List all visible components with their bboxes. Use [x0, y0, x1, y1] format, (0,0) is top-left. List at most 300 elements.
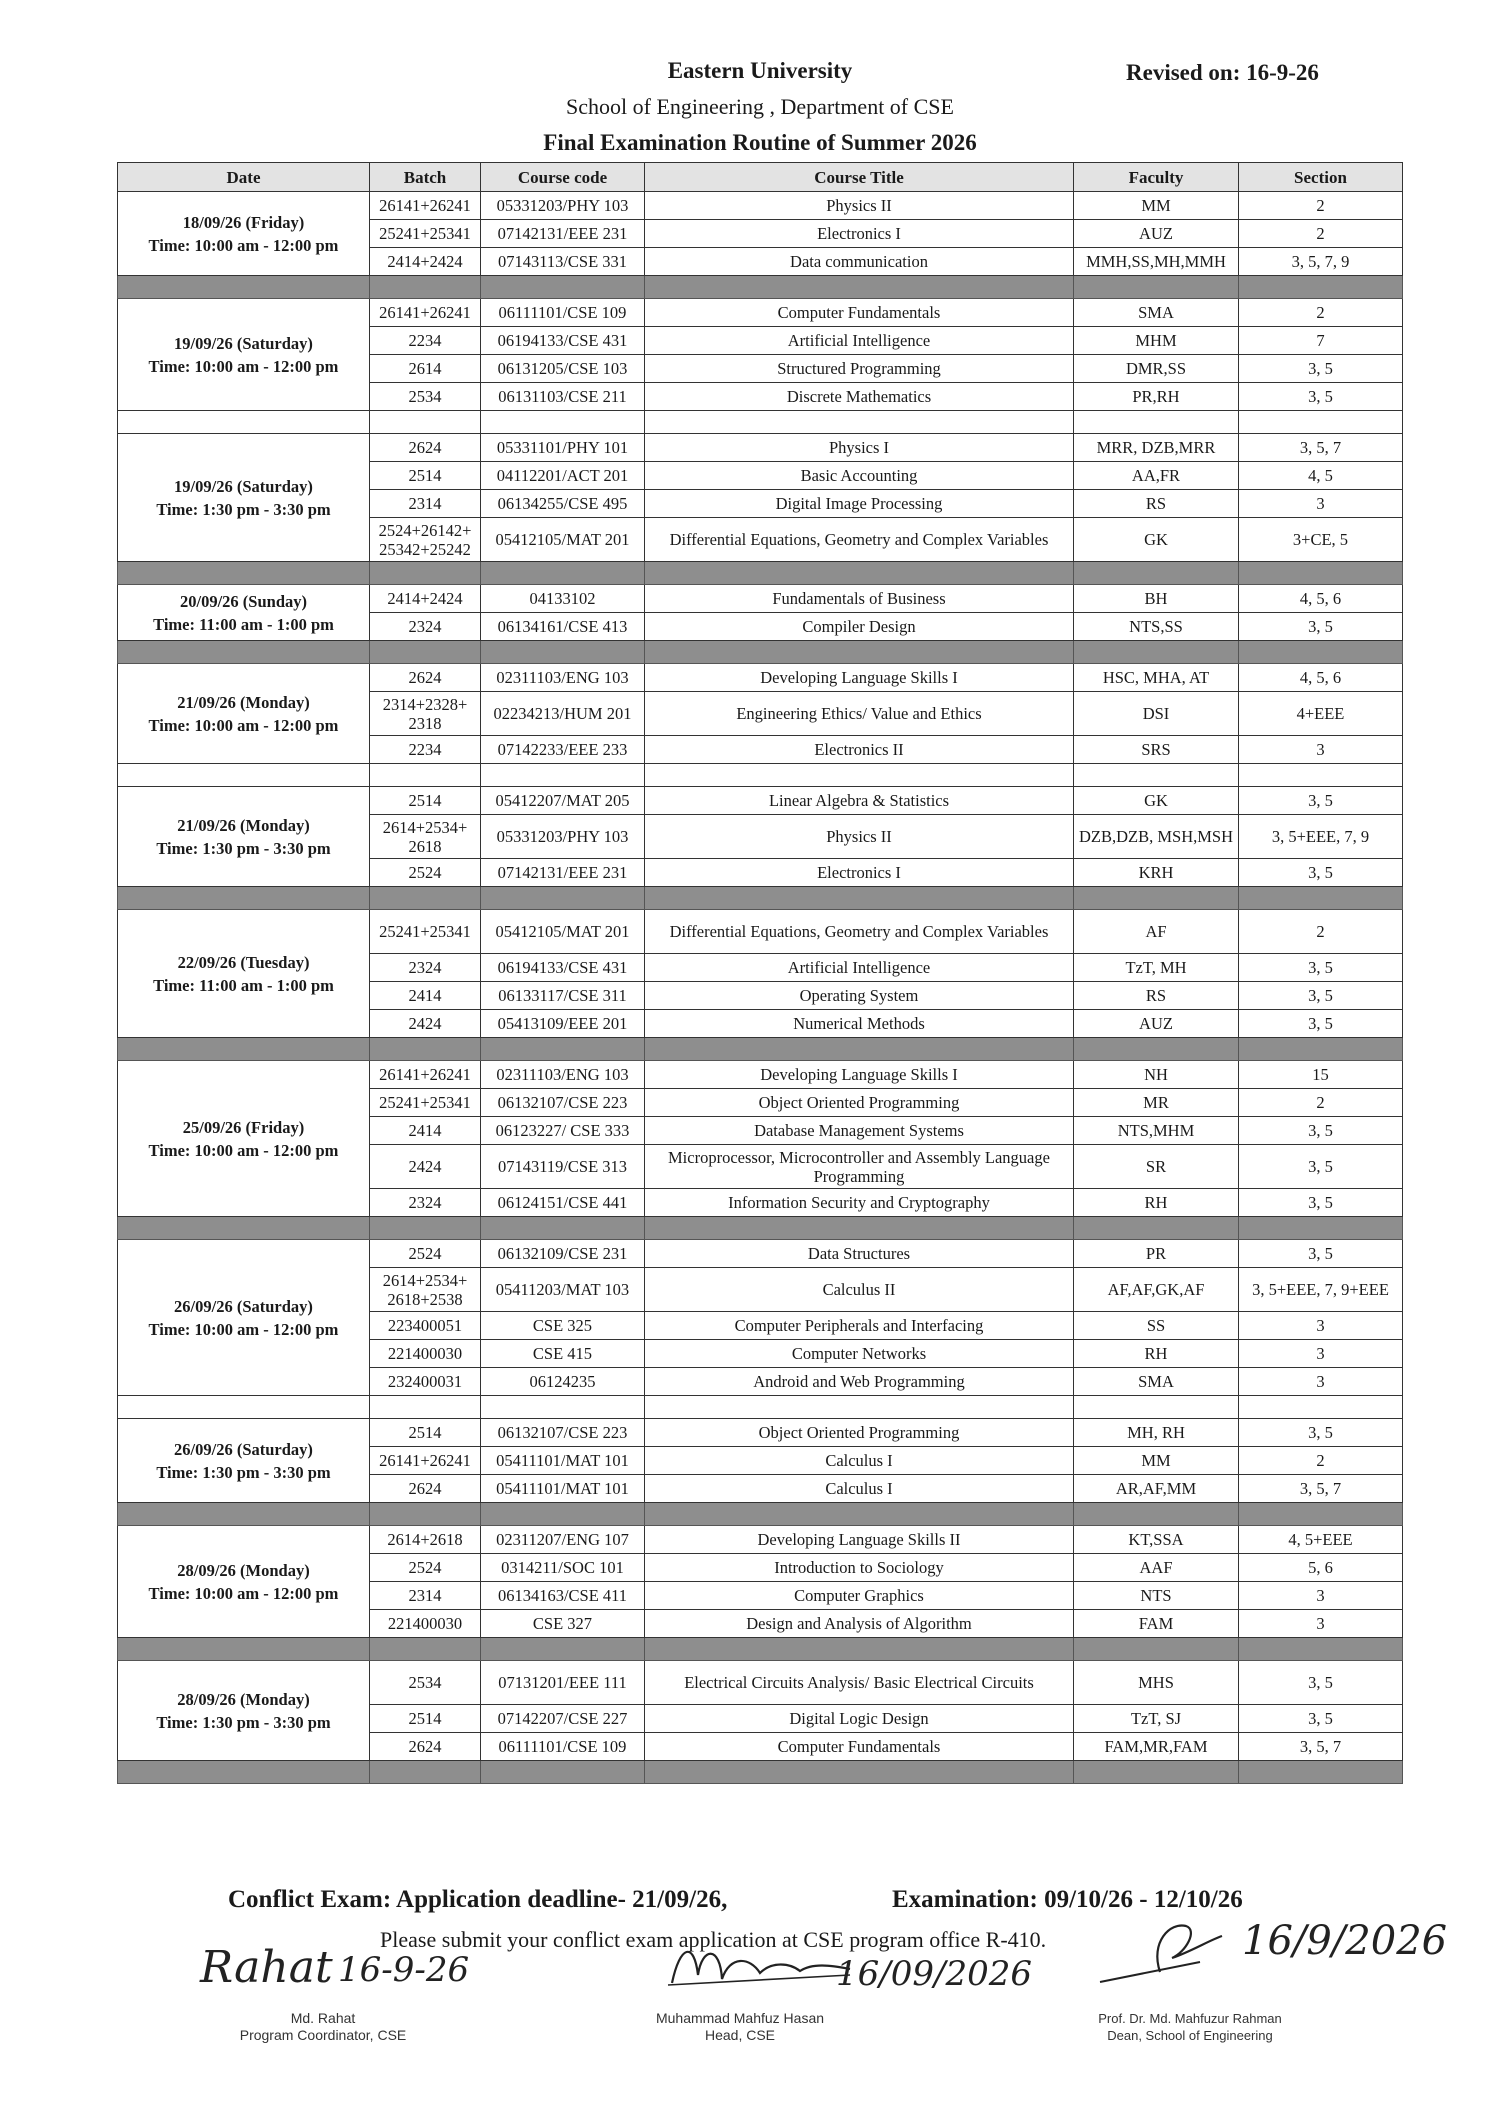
course-code-cell: 06123227/ CSE 333 [481, 1117, 645, 1145]
batch-cell: 2514 [370, 462, 481, 490]
table-row [118, 434, 1403, 462]
course-title-cell: Object Oriented Programming [645, 1419, 1074, 1447]
faculty-cell: KRH [1074, 859, 1239, 887]
group-separator [118, 641, 1403, 664]
course-title-cell: Engineering Ethics/ Value and Ethics [645, 692, 1074, 736]
date-time-cell [118, 299, 370, 411]
faculty-cell: AUZ [1074, 220, 1239, 248]
submission-note: Please submit your conflict exam application at CSE program office R-410. [380, 1927, 1047, 1952]
faculty-cell: MM [1074, 192, 1239, 220]
signature-date-dean: 16/9/2026 [1242, 1918, 1448, 1964]
batch-cell: 2614+2534+ 2618+2538 [370, 1268, 481, 1312]
section-cell: 4, 5+EEE [1239, 1526, 1403, 1554]
signatory-role: Head, CSE [704, 2027, 776, 2043]
column-header-date: Date [118, 163, 370, 192]
faculty-cell: RH [1074, 1189, 1239, 1217]
faculty-cell: NH [1074, 1061, 1239, 1089]
table-header-row [118, 163, 1403, 192]
faculty-cell: PR [1074, 1240, 1239, 1268]
batch-cell: 2324 [370, 1189, 481, 1217]
exam-routine-table [117, 162, 1403, 1784]
course-title-cell: Information Security and Cryptography [645, 1189, 1074, 1217]
course-title-cell: Electrical Circuits Analysis/ Basic Electrical Circuits [645, 1661, 1074, 1705]
batch-cell: 2424 [370, 1145, 481, 1189]
exam-time: Time: 10:00 am - 12:00 pm [148, 1583, 339, 1603]
table-row [118, 1061, 1403, 1089]
course-title-cell: Structured Programming [645, 355, 1074, 383]
course-title-cell: Developing Language Skills I [645, 664, 1074, 692]
section-cell: 3, 5, 7 [1239, 1733, 1403, 1761]
course-code-cell: 06131103/CSE 211 [481, 383, 645, 411]
batch-cell: 2514 [370, 1419, 481, 1447]
section-cell: 4, 5 [1239, 462, 1403, 490]
course-code-cell: 05412105/MAT 201 [481, 518, 645, 562]
table-row [118, 787, 1403, 815]
batch-cell: 2524 [370, 1240, 481, 1268]
date-time-cell [118, 787, 370, 887]
batch-cell: 2534 [370, 383, 481, 411]
section-cell: 3 [1239, 490, 1403, 518]
course-code-cell: 05411101/MAT 101 [481, 1475, 645, 1503]
faculty-cell: GK [1074, 518, 1239, 562]
batch-cell: 2524 [370, 1554, 481, 1582]
signatory-role: Program Coordinator, CSE [239, 2027, 407, 2043]
batch-cell: 2414+2424 [370, 248, 481, 276]
signature-scribble-head [660, 1935, 860, 2005]
batch-cell: 25241+25341 [370, 1089, 481, 1117]
exam-time: Time: 11:00 am - 1:00 pm [153, 614, 334, 634]
section-cell: 3, 5 [1239, 1240, 1403, 1268]
routine-body [118, 192, 1403, 1784]
section-cell: 3 [1239, 1610, 1403, 1638]
section-cell: 3, 5 [1239, 1010, 1403, 1038]
group-separator [118, 764, 1403, 787]
course-title-cell: Data communication [645, 248, 1074, 276]
course-code-cell: 06111101/CSE 109 [481, 1733, 645, 1761]
course-title-cell: Microprocessor, Microcontroller and Assembly Language Programming [645, 1145, 1074, 1189]
faculty-cell: RH [1074, 1340, 1239, 1368]
course-title-cell: Fundamentals of Business [645, 585, 1074, 613]
section-cell: 3, 5 [1239, 954, 1403, 982]
routine-title: Final Examination Routine of Summer 2026 [543, 130, 977, 155]
faculty-cell: MMH,SS,MH,MMH [1074, 248, 1239, 276]
batch-cell: 2514 [370, 787, 481, 815]
batch-cell: 26141+26241 [370, 192, 481, 220]
faculty-cell: MRR, DZB,MRR [1074, 434, 1239, 462]
section-cell: 4, 5, 6 [1239, 664, 1403, 692]
faculty-cell: MHS [1074, 1661, 1239, 1705]
section-cell: 2 [1239, 299, 1403, 327]
date-time-cell [118, 1526, 370, 1638]
course-code-cell: 02234213/HUM 201 [481, 692, 645, 736]
course-title-cell: Electronics I [645, 220, 1074, 248]
batch-cell: 2614+2534+ 2618 [370, 815, 481, 859]
exam-date: 28/09/26 (Monday) [177, 1560, 310, 1580]
course-code-cell: 06124151/CSE 441 [481, 1189, 645, 1217]
section-cell: 3+CE, 5 [1239, 518, 1403, 562]
exam-date: 19/09/26 (Saturday) [174, 476, 313, 496]
table-row [118, 192, 1403, 220]
course-code-cell: 07142207/CSE 227 [481, 1705, 645, 1733]
course-title-cell: Object Oriented Programming [645, 1089, 1074, 1117]
course-title-cell: Discrete Mathematics [645, 383, 1074, 411]
exam-date: 28/09/26 (Monday) [177, 1689, 310, 1709]
column-header-course-code: Course code [481, 163, 645, 192]
table-row [118, 1419, 1403, 1447]
signature-date-head: 16/09/2026 [836, 1954, 1032, 1994]
faculty-cell: DSI [1074, 692, 1239, 736]
exam-time: Time: 10:00 am - 12:00 pm [148, 1140, 339, 1160]
faculty-cell: NTS,MHM [1074, 1117, 1239, 1145]
table-row [118, 664, 1403, 692]
column-header-course-title: Course Title [645, 163, 1074, 192]
course-title-cell: Numerical Methods [645, 1010, 1074, 1038]
batch-cell: 2514 [370, 1705, 481, 1733]
exam-time: Time: 1:30 pm - 3:30 pm [156, 838, 331, 858]
exam-time: Time: 1:30 pm - 3:30 pm [156, 1712, 331, 1732]
course-title-cell: Differential Equations, Geometry and Complex Variables [645, 910, 1074, 954]
batch-cell: 2614+2618 [370, 1526, 481, 1554]
faculty-cell: PR,RH [1074, 383, 1239, 411]
faculty-cell: FAM,MR,FAM [1074, 1733, 1239, 1761]
group-separator [118, 1761, 1403, 1784]
section-cell: 2 [1239, 220, 1403, 248]
course-title-cell: Differential Equations, Geometry and Complex Variables [645, 518, 1074, 562]
group-separator [118, 1503, 1403, 1526]
batch-cell: 2234 [370, 736, 481, 764]
signatory-name: Muhammad Mahfuz Hasan [655, 2010, 825, 2026]
column-header-section: Section [1239, 163, 1403, 192]
date-time-cell [118, 585, 370, 641]
course-code-cell: 07142233/EEE 233 [481, 736, 645, 764]
section-cell: 3 [1239, 1582, 1403, 1610]
course-title-cell: Physics II [645, 815, 1074, 859]
school-department: School of Engineering , Department of CSE [566, 94, 954, 119]
batch-cell: 2324 [370, 954, 481, 982]
signatory-head [610, 2010, 870, 2044]
course-title-cell: Developing Language Skills II [645, 1526, 1074, 1554]
exam-date: 25/09/26 (Friday) [182, 1117, 305, 1137]
course-code-cell: 06132107/CSE 223 [481, 1089, 645, 1117]
course-code-cell: 05331203/PHY 103 [481, 815, 645, 859]
signatory-role: Dean, School of Engineering [1107, 2028, 1273, 2043]
course-code-cell: 07142131/EEE 231 [481, 859, 645, 887]
group-separator [118, 887, 1403, 910]
section-cell: 3 [1239, 1368, 1403, 1396]
group-separator [118, 562, 1403, 585]
course-code-cell: 06124235 [481, 1368, 645, 1396]
exam-time: Time: 11:00 am - 1:00 pm [153, 975, 334, 995]
section-cell: 3, 5 [1239, 1661, 1403, 1705]
signature-date-rahat: 16-9-26 [338, 1950, 470, 1990]
course-title-cell: Computer Fundamentals [645, 299, 1074, 327]
course-title-cell: Computer Fundamentals [645, 1733, 1074, 1761]
batch-cell: 2414 [370, 1117, 481, 1145]
course-code-cell: 05411203/MAT 103 [481, 1268, 645, 1312]
exam-date: 22/09/26 (Tuesday) [177, 952, 310, 972]
faculty-cell: GK [1074, 787, 1239, 815]
batch-cell: 2624 [370, 1475, 481, 1503]
section-cell: 3, 5 [1239, 1145, 1403, 1189]
batch-cell: 2414+2424 [370, 585, 481, 613]
section-cell: 3, 5+EEE, 7, 9 [1239, 815, 1403, 859]
batch-cell: 25241+25341 [370, 910, 481, 954]
section-cell: 2 [1239, 1447, 1403, 1475]
course-title-cell: Developing Language Skills I [645, 1061, 1074, 1089]
batch-cell: 2624 [370, 434, 481, 462]
faculty-cell: SMA [1074, 1368, 1239, 1396]
faculty-cell: FAM [1074, 1610, 1239, 1638]
revised-date: Revised on: 16-9-26 [1126, 60, 1319, 85]
course-title-cell: Introduction to Sociology [645, 1554, 1074, 1582]
course-code-cell: 04133102 [481, 585, 645, 613]
course-code-cell: CSE 327 [481, 1610, 645, 1638]
exam-date: 26/09/26 (Saturday) [174, 1296, 313, 1316]
course-title-cell: Design and Analysis of Algorithm [645, 1610, 1074, 1638]
course-title-cell: Electronics II [645, 736, 1074, 764]
group-separator [118, 276, 1403, 299]
course-code-cell: 06132109/CSE 231 [481, 1240, 645, 1268]
batch-cell: 2234 [370, 327, 481, 355]
course-title-cell: Artificial Intelligence [645, 954, 1074, 982]
faculty-cell: MM [1074, 1447, 1239, 1475]
batch-cell: 2624 [370, 1733, 481, 1761]
exam-time: Time: 1:30 pm - 3:30 pm [156, 1462, 331, 1482]
course-code-cell: CSE 415 [481, 1340, 645, 1368]
section-cell: 15 [1239, 1061, 1403, 1089]
faculty-cell: MH, RH [1074, 1419, 1239, 1447]
section-cell: 3, 5 [1239, 982, 1403, 1010]
section-cell: 3 [1239, 736, 1403, 764]
course-code-cell: 02311103/ENG 103 [481, 1061, 645, 1089]
university-name: Eastern University [667, 58, 853, 83]
course-code-cell: 06111101/CSE 109 [481, 299, 645, 327]
course-title-cell: Computer Peripherals and Interfacing [645, 1312, 1074, 1340]
course-title-cell: Compiler Design [645, 613, 1074, 641]
faculty-cell: DMR,SS [1074, 355, 1239, 383]
section-cell: 3, 5 [1239, 1705, 1403, 1733]
section-cell: 3, 5 [1239, 613, 1403, 641]
course-code-cell: 07143113/CSE 331 [481, 248, 645, 276]
course-title-cell: Operating System [645, 982, 1074, 1010]
batch-cell: 2524 [370, 859, 481, 887]
batch-cell: 26141+26241 [370, 1061, 481, 1089]
section-cell: 4, 5, 6 [1239, 585, 1403, 613]
section-cell: 3, 5 [1239, 859, 1403, 887]
course-title-cell: Computer Graphics [645, 1582, 1074, 1610]
date-time-cell [118, 1061, 370, 1217]
batch-cell: 2414 [370, 982, 481, 1010]
course-code-cell: 06131205/CSE 103 [481, 355, 645, 383]
section-cell: 3, 5 [1239, 355, 1403, 383]
course-code-cell: 06133117/CSE 311 [481, 982, 645, 1010]
course-title-cell: Calculus I [645, 1447, 1074, 1475]
section-cell: 3, 5 [1239, 1189, 1403, 1217]
faculty-cell: SMA [1074, 299, 1239, 327]
faculty-cell: HSC, MHA, AT [1074, 664, 1239, 692]
table-row [118, 1661, 1403, 1705]
batch-cell: 2624 [370, 664, 481, 692]
table-row [118, 910, 1403, 954]
signature-rahat: Rahat [200, 1942, 333, 1993]
course-title-cell: Digital Logic Design [645, 1705, 1074, 1733]
section-cell: 5, 6 [1239, 1554, 1403, 1582]
section-cell: 3, 5, 7 [1239, 434, 1403, 462]
section-cell: 3, 5+EEE, 7, 9+EEE [1239, 1268, 1403, 1312]
exam-time: Time: 10:00 am - 12:00 pm [148, 356, 339, 376]
faculty-cell: DZB,DZB, MSH,MSH [1074, 815, 1239, 859]
batch-cell: 2314+2328+ 2318 [370, 692, 481, 736]
column-header-batch: Batch [370, 163, 481, 192]
faculty-cell: SR [1074, 1145, 1239, 1189]
batch-cell: 25241+25341 [370, 220, 481, 248]
exam-date: 18/09/26 (Friday) [182, 212, 305, 232]
batch-cell: 221400030 [370, 1340, 481, 1368]
section-cell: 7 [1239, 327, 1403, 355]
course-code-cell: 05412207/MAT 205 [481, 787, 645, 815]
section-cell: 2 [1239, 1089, 1403, 1117]
course-code-cell: 0314211/SOC 101 [481, 1554, 645, 1582]
section-cell: 3, 5 [1239, 1117, 1403, 1145]
group-separator [118, 1217, 1403, 1240]
date-time-cell [118, 434, 370, 562]
exam-time: Time: 10:00 am - 12:00 pm [148, 715, 339, 735]
signatory-coordinator [198, 2010, 448, 2044]
signatory-name: Md. Rahat [290, 2010, 356, 2026]
section-cell: 4+EEE [1239, 692, 1403, 736]
faculty-cell: TzT, SJ [1074, 1705, 1239, 1733]
course-title-cell: Digital Image Processing [645, 490, 1074, 518]
exam-time: Time: 1:30 pm - 3:30 pm [156, 499, 331, 519]
course-code-cell: 07143119/CSE 313 [481, 1145, 645, 1189]
table-row [118, 1526, 1403, 1554]
date-time-cell [118, 1419, 370, 1503]
exam-date: 21/09/26 (Monday) [177, 815, 310, 835]
course-code-cell: 07131201/EEE 111 [481, 1661, 645, 1705]
faculty-cell: AF,AF,GK,AF [1074, 1268, 1239, 1312]
batch-cell: 26141+26241 [370, 1447, 481, 1475]
faculty-cell: MR [1074, 1089, 1239, 1117]
batch-cell: 2614 [370, 355, 481, 383]
date-time-cell [118, 664, 370, 764]
date-time-cell [118, 1661, 370, 1761]
course-code-cell: 06194133/CSE 431 [481, 954, 645, 982]
course-code-cell: 05413109/EEE 201 [481, 1010, 645, 1038]
batch-cell: 2524+26142+ 25342+25242 [370, 518, 481, 562]
course-title-cell: Artificial Intelligence [645, 327, 1074, 355]
section-cell: 2 [1239, 910, 1403, 954]
section-cell: 3, 5, 7 [1239, 1475, 1403, 1503]
faculty-cell: SRS [1074, 736, 1239, 764]
batch-cell: 223400051 [370, 1312, 481, 1340]
course-title-cell: Calculus II [645, 1268, 1074, 1312]
exam-time: Time: 10:00 am - 12:00 pm [148, 235, 339, 255]
table-row [118, 585, 1403, 613]
section-cell: 2 [1239, 192, 1403, 220]
course-code-cell: 06134161/CSE 413 [481, 613, 645, 641]
course-code-cell: 05331101/PHY 101 [481, 434, 645, 462]
course-title-cell: Physics II [645, 192, 1074, 220]
section-cell: 3 [1239, 1340, 1403, 1368]
signature-scribble-dean [1090, 1912, 1240, 2002]
course-title-cell: Database Management Systems [645, 1117, 1074, 1145]
course-code-cell: 06134163/CSE 411 [481, 1582, 645, 1610]
exam-date: 21/09/26 (Monday) [177, 692, 310, 712]
faculty-cell: BH [1074, 585, 1239, 613]
course-title-cell: Computer Networks [645, 1340, 1074, 1368]
course-title-cell: Electronics I [645, 859, 1074, 887]
course-code-cell: 02311103/ENG 103 [481, 664, 645, 692]
faculty-cell: AR,AF,MM [1074, 1475, 1239, 1503]
batch-cell: 2314 [370, 1582, 481, 1610]
course-code-cell: 05412105/MAT 201 [481, 910, 645, 954]
date-time-cell [118, 910, 370, 1038]
table-row [118, 299, 1403, 327]
group-separator [118, 1396, 1403, 1419]
group-separator [118, 1638, 1403, 1661]
course-code-cell: 07142131/EEE 231 [481, 220, 645, 248]
batch-cell: 2314 [370, 490, 481, 518]
conflict-examination-dates: Examination: 09/10/26 - 12/10/26 [892, 1886, 1243, 1913]
conflict-deadline: Conflict Exam: Application deadline- 21/09/26, [228, 1886, 728, 1913]
course-title-cell: Linear Algebra & Statistics [645, 787, 1074, 815]
signatory-dean [1070, 2010, 1310, 2044]
exam-date: 19/09/26 (Saturday) [174, 333, 313, 353]
section-cell: 3, 5 [1239, 1419, 1403, 1447]
group-separator [118, 1038, 1403, 1061]
faculty-cell: AAF [1074, 1554, 1239, 1582]
section-cell: 3 [1239, 1312, 1403, 1340]
batch-cell: 2424 [370, 1010, 481, 1038]
faculty-cell: RS [1074, 982, 1239, 1010]
course-title-cell: Data Structures [645, 1240, 1074, 1268]
course-code-cell: 06132107/CSE 223 [481, 1419, 645, 1447]
course-title-cell: Calculus I [645, 1475, 1074, 1503]
group-separator [118, 411, 1403, 434]
faculty-cell: AF [1074, 910, 1239, 954]
date-time-cell [118, 192, 370, 276]
exam-time: Time: 10:00 am - 12:00 pm [148, 1319, 339, 1339]
batch-cell: 2324 [370, 613, 481, 641]
faculty-cell: MHM [1074, 327, 1239, 355]
table-row [118, 1240, 1403, 1268]
course-title-cell: Basic Accounting [645, 462, 1074, 490]
signatory-name: Prof. Dr. Md. Mahfuzur Rahman [1098, 2011, 1282, 2026]
column-header-faculty: Faculty [1074, 163, 1239, 192]
faculty-cell: NTS [1074, 1582, 1239, 1610]
exam-date: 20/09/26 (Sunday) [180, 591, 307, 611]
faculty-cell: KT,SSA [1074, 1526, 1239, 1554]
faculty-cell: AUZ [1074, 1010, 1239, 1038]
exam-date: 26/09/26 (Saturday) [174, 1439, 313, 1459]
faculty-cell: SS [1074, 1312, 1239, 1340]
course-code-cell: 02311207/ENG 107 [481, 1526, 645, 1554]
faculty-cell: TzT, MH [1074, 954, 1239, 982]
batch-cell: 26141+26241 [370, 299, 481, 327]
batch-cell: 2534 [370, 1661, 481, 1705]
faculty-cell: RS [1074, 490, 1239, 518]
course-code-cell: 05331203/PHY 103 [481, 192, 645, 220]
section-cell: 3, 5 [1239, 787, 1403, 815]
course-title-cell: Physics I [645, 434, 1074, 462]
faculty-cell: AA,FR [1074, 462, 1239, 490]
course-code-cell: 06194133/CSE 431 [481, 327, 645, 355]
course-code-cell: CSE 325 [481, 1312, 645, 1340]
batch-cell: 232400031 [370, 1368, 481, 1396]
section-cell: 3, 5 [1239, 383, 1403, 411]
course-code-cell: 04112201/ACT 201 [481, 462, 645, 490]
course-code-cell: 05411101/MAT 101 [481, 1447, 645, 1475]
